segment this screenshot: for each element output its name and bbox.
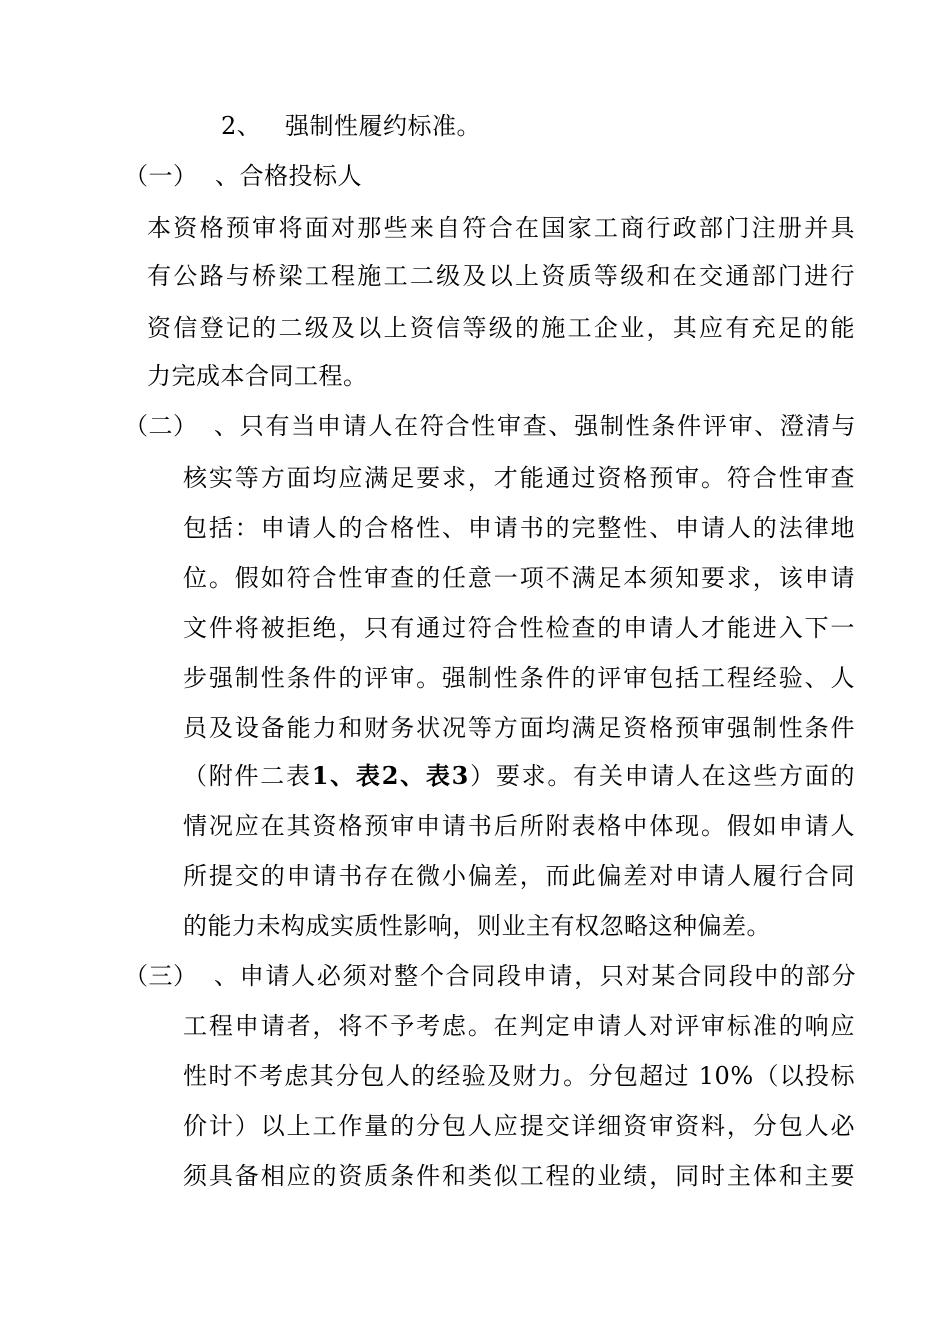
section2-line: 步强制性条件的评审。强制性条件的评审包括工程经验、人 xyxy=(183,664,855,692)
section1-marker: （一） xyxy=(124,162,198,190)
attach-pre: （附件二表 xyxy=(183,762,312,790)
table-ref-2: 2 xyxy=(381,761,399,790)
section3-first-line: 、申请人必须对整个合同段申请，只对某合同段中的部分 xyxy=(214,962,856,990)
section1-title: 、合格投标人 xyxy=(215,162,362,190)
section3-line: 价计）以上工作量的分包人应提交详细资审资料，分包人必 xyxy=(183,1112,855,1140)
section2-line: 所提交的申请书存在微小偏差，而此偏差对申请人履行合同 xyxy=(183,862,855,890)
table-ref-3: 3 xyxy=(451,761,469,790)
section2-line: 位。假如符合性审查的任意一项不满足本须知要求，该申请 xyxy=(183,564,855,592)
section2-line: 包括：申请人的合格性、申请书的完整性、申请人的法律地 xyxy=(183,514,855,542)
heading-number: 2、 xyxy=(221,112,262,140)
section3-line: 工程申请者，将不予考虑。在判定申请人对评审标准的响应 xyxy=(183,1012,855,1040)
attach-post: ）要求。有关申请人在这些方面的 xyxy=(468,762,856,790)
section3-marker: （三） xyxy=(124,962,198,990)
section3-line: 须具备相应的资质条件和类似工程的业绩，同时主体和主要 xyxy=(183,1162,855,1190)
section2-line: 核实等方面均应满足要求，才能通过资格预审。符合性审查 xyxy=(183,464,855,492)
section2-line: 情况应在其资格预审申请书后所附表格中体现。假如申请人 xyxy=(183,812,855,840)
section2-marker: （二） xyxy=(124,412,198,440)
section1-line: 有公路与桥梁工程施工二级及以上资质等级和在交通部门进行 xyxy=(147,262,855,290)
table-sep-2: 、表 xyxy=(398,761,452,790)
section2-first-line: 、只有当申请人在符合性审查、强制性条件评审、澄清与 xyxy=(214,412,856,440)
heading-title: 强制性履约标准。 xyxy=(285,112,481,140)
section3-line: 性时不考虑其分包人的经验及财力。分包超过 10%（以投标 xyxy=(183,1062,855,1090)
section1-line: 本资格预审将面对那些来自符合在国家工商行政部门注册并具 xyxy=(147,214,855,242)
section2-attachment-line xyxy=(183,760,855,792)
section1-line: 力完成本合同工程。 xyxy=(147,362,368,390)
section2-line: 的能力未构成实质性影响，则业主有权忽略这种偏差。 xyxy=(183,912,771,940)
table-sep-1: 、表 xyxy=(328,761,382,790)
section2-line: 员及设备能力和财务状况等方面均满足资格预审强制性条件 xyxy=(183,714,855,742)
section2-line: 文件将被拒绝，只有通过符合性检查的申请人才能进入下一 xyxy=(183,614,855,642)
table-ref-1: 1 xyxy=(311,761,329,790)
section1-line: 资信登记的二级及以上资信等级的施工企业，其应有充足的能 xyxy=(147,314,855,342)
